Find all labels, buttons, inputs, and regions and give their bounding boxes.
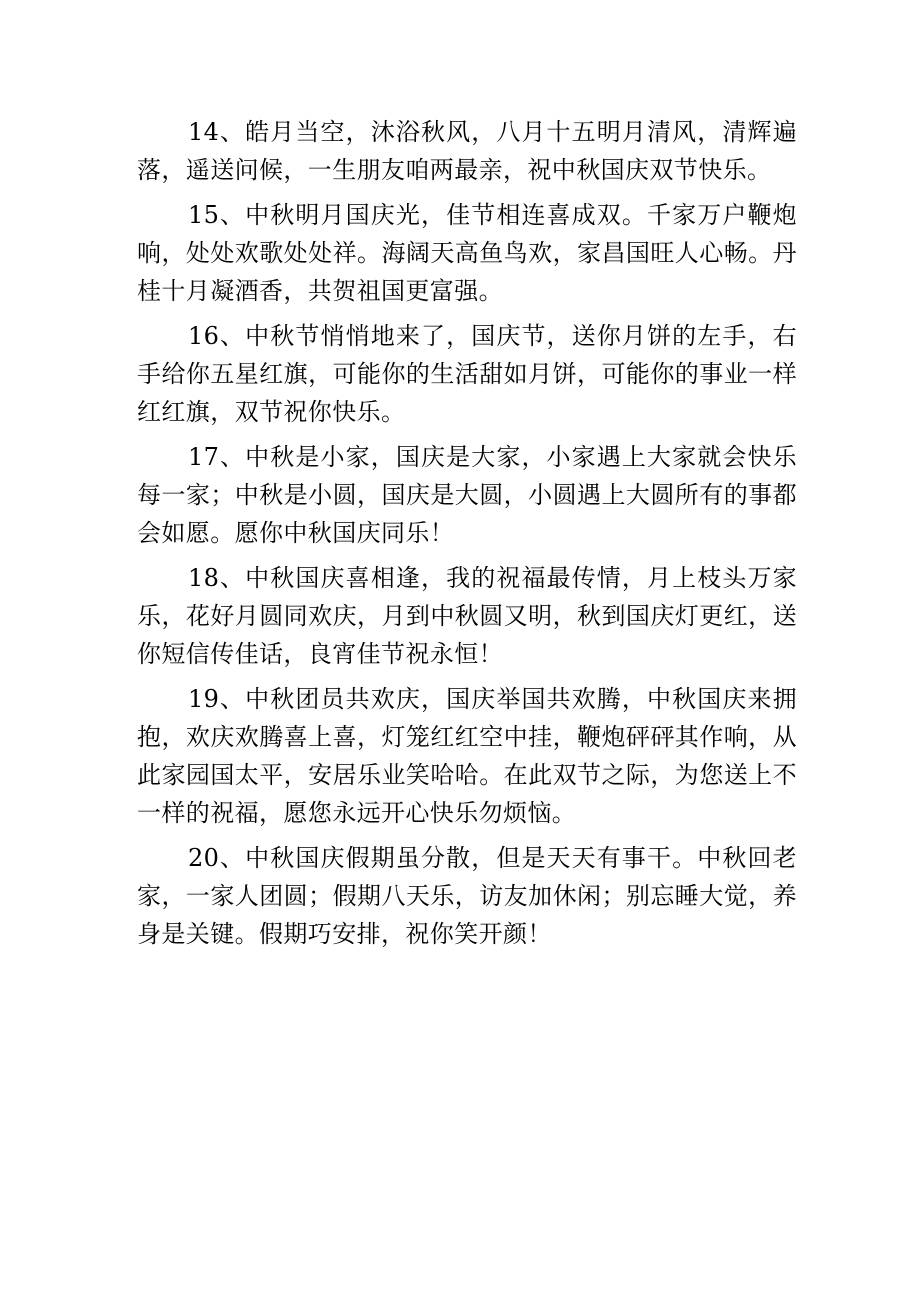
paragraph-20: 20、中秋国庆假期虽分散，但是天天有事干。中秋回老家，一家人团圆；假期八天乐，访友加休闲；别忘睡大觉，养身是关键。假期巧安排，祝你笑开颜！ [137,844,797,948]
paragraph-15: 15、中秋明月国庆光，佳节相连喜成双。千家万户鞭炮响，处处欢歌处处祥。海阔天高鱼鸟欢，家昌国旺人心畅。丹桂十月凝酒香，共贺祖国更富强。 [137,201,797,305]
document-body [137,113,797,960]
paragraph-16: 16、中秋节悄悄地来了，国庆节，送你月饼的左手，右手给你五星红旗，可能你的生活甜如月饼，可能你的事业一样红红旗，双节祝你快乐。 [137,322,797,426]
paragraph-14: 14、皓月当空，沐浴秋风，八月十五明月清风，清辉遍落，遥送问候，一生朋友咱两最亲，祝中秋国庆双节快乐。 [137,118,797,184]
paragraph-17: 17、中秋是小家，国庆是大家，小家遇上大家就会快乐每一家；中秋是小圆，国庆是大圆，小圆遇上大圆所有的事都会如愿。愿你中秋国庆同乐！ [137,443,797,547]
paragraph-18: 18、中秋国庆喜相逢，我的祝福最传情，月上枝头万家乐，花好月圆同欢庆，月到中秋圆又明，秋到国庆灯更红，送你短信传佳话，良宵佳节祝永恒！ [137,564,797,668]
paragraph-19: 19、中秋团员共欢庆，国庆举国共欢腾，中秋国庆来拥抱，欢庆欢腾喜上喜，灯笼红红空中挂，鞭炮砰砰其作响，从此家园国太平，安居乐业笑哈哈。在此双节之际，为您送上不一样的祝福，愿您永远开心快乐勿烦恼。 [137,685,797,827]
